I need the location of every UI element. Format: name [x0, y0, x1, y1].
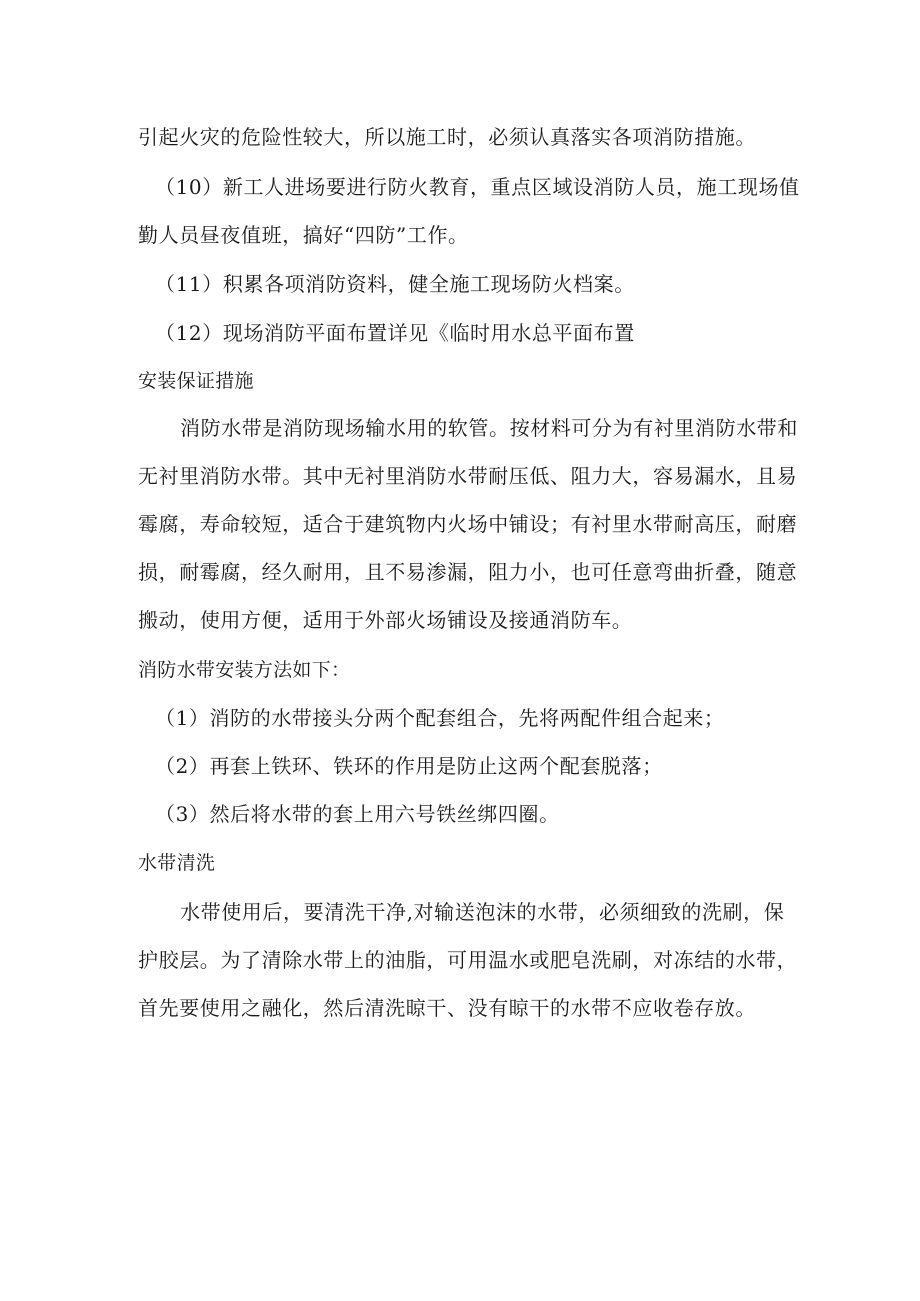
clean-paragraph-line-3: 首先要使用之融化，然后清洗晾干、没有晾干的水带不应收卷存放。	[138, 996, 756, 1020]
clean-paragraph-line-1: 水带使用后，要清洗干净,对输送泡沫的水带，必须细致的洗刷，保	[180, 900, 785, 924]
install-step-2: （2）再套上铁环、铁环的作用是防止这两个配套脱落；	[155, 754, 663, 778]
install-method-title: 消防水带安装方法如下：	[138, 659, 351, 681]
section-clean-heading: 水带清洗	[138, 852, 216, 874]
install-paragraph-line-5: 搬动，使用方便，适用于外部火场铺设及接通消防车。	[138, 608, 633, 632]
section-install-heading: 安装保证措施	[138, 370, 254, 392]
install-paragraph-line-2: 无衬里消防水带。其中无衬里消防水带耐压低、阻力大，容易漏水，且易	[138, 464, 798, 488]
clean-paragraph-line-2: 护胶层。为了清除水带上的油脂，可用温水或肥皂洗刷，对冻结的水带，	[138, 948, 798, 972]
fire-item-10-line-1: （10）新工人进场要进行防火教育，重点区域设消防人员，施工现场值	[155, 175, 800, 199]
install-step-3: （3）然后将水带的套上用六号铁丝绑四圈。	[155, 802, 560, 826]
install-paragraph-line-4: 损，耐霉腐，经久耐用，且不易渗漏，阻力小，也可任意弯曲折叠，随意	[138, 560, 798, 584]
intro-line: 引起火灾的危险性较大，所以施工时，必须认真落实各项消防措施。	[138, 125, 756, 149]
install-paragraph-line-3: 霉腐，寿命较短，适合于建筑物内火场中铺设；有衬里水带耐高压，耐磨	[138, 512, 798, 536]
install-step-1: （1）消防的水带接头分两个配套组合，先将两配件组合起来；	[155, 706, 725, 730]
fire-item-12: （12）现场消防平面布置详见《临时用水总平面布置	[155, 321, 635, 345]
install-paragraph-line-1: 消防水带是消防现场输水用的软管。按材料可分为有衬里消防水带和	[180, 416, 798, 440]
fire-item-11: （11）积累各项消防资料，健全施工现场防火档案。	[155, 272, 635, 296]
fire-item-10-line-2: 勤人员昼夜值班，搞好“四防”工作。	[138, 223, 469, 247]
